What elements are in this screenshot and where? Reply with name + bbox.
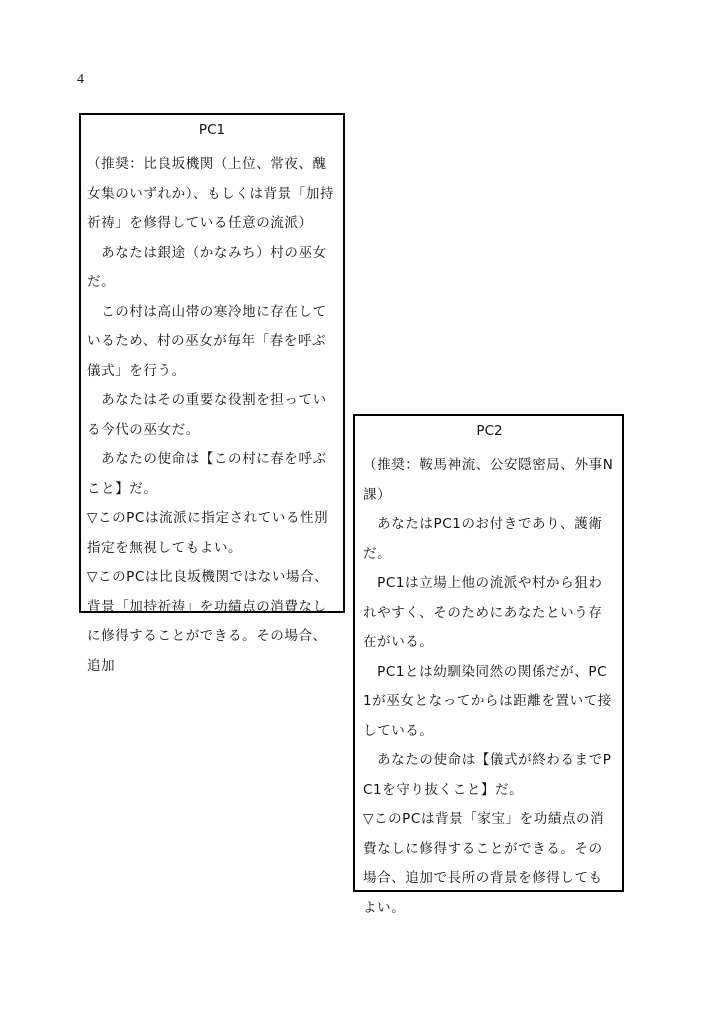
pc2-body: [363, 451, 616, 923]
pc2-box: [353, 414, 624, 916]
pc2-paragraph: あなたはPC1のお付きであり、護衛だ。: [363, 516, 603, 562]
pc1-box: [79, 113, 345, 674]
page-number: 4: [77, 72, 84, 87]
pc1-paragraph: この村は高山帯の寒冷地に存在しているため、村の巫女が毎年「春を呼ぶ儀式」を行う。: [87, 303, 327, 379]
pc2-title: PC2: [476, 423, 503, 439]
pc1-mission: あなたの使命は【この村に春を呼ぶこと】だ。: [87, 451, 327, 497]
pc1-recommendation: （推奨：比良坂機関（上位、常夜、醜女集のいずれか）、もしくは背景「加持祈祷」を修得している任意の流派）: [87, 156, 335, 231]
pc2-mission: あなたの使命は【儀式が終わるまでPC1を守り抜くこと】だ。: [363, 752, 612, 798]
pc2-recommendation: （推奨：鞍馬神流、公安隠密局、外事N課）: [363, 457, 614, 503]
pc1-paragraph: あなたは銀途（かなみち）村の巫女だ。: [87, 244, 327, 290]
pc1-note: ▽このPCは比良坂機関ではない場合、背景「加持祈祷」を功績点の消費なしに修得することができる。その場合、追加: [87, 569, 329, 674]
pc2-paragraph: PC1とは幼馴染同然の関係だが、PC1が巫女となってからは距離を置いて接している。: [363, 663, 612, 739]
pc1-title: PC1: [198, 122, 226, 138]
pc1-note: ▽このPCは流派に指定されている性別指定を無視してもよい。: [87, 510, 329, 556]
pc2-paragraph: PC1は立場上他の流派や村から狙われやすく、そのためにあなたという存在がいる。: [363, 575, 603, 650]
pc2-note: ▽このPCは背景「家宝」を功績点の消費なしに修得することができる。その場合、追加で長所の背景を修得してもよい。: [363, 811, 605, 916]
pc1-paragraph: あなたはその重要な役割を担っている今代の巫女だ。: [87, 392, 327, 438]
pc1-body: [87, 150, 337, 681]
